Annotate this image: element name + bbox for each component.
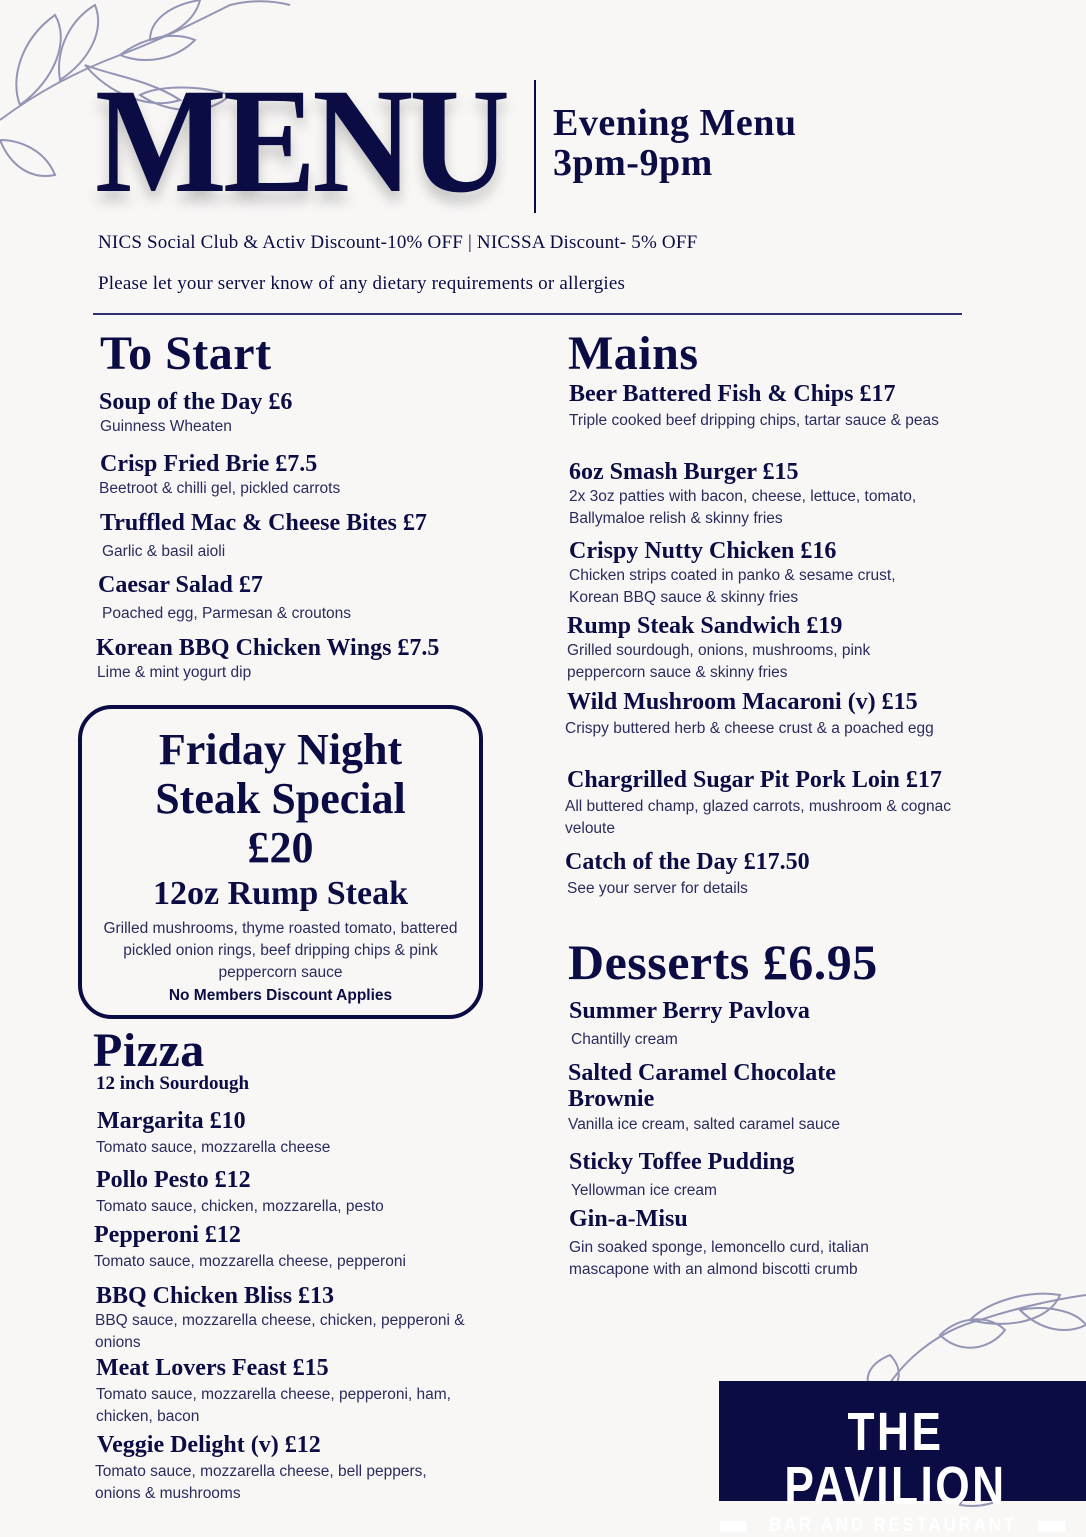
menu-item — [569, 1148, 949, 1202]
menu-item — [567, 688, 952, 740]
menu-item — [100, 509, 427, 563]
menu-item — [98, 571, 351, 625]
item-name: Korean BBQ Chicken Wings £7.5 — [96, 635, 440, 661]
item-name: Sticky Toffee Pudding — [569, 1149, 795, 1175]
menu-item — [96, 1282, 476, 1354]
menu-item — [96, 1354, 476, 1428]
pizza-subheading: 12 inch Sourdough — [96, 1073, 250, 1094]
menu-item — [97, 1107, 330, 1159]
header-rule — [93, 313, 962, 315]
item-desc: Tomato sauce, mozzarella cheese — [96, 1139, 331, 1156]
item-desc: Tomato sauce, chicken, mozzarella, pesto — [96, 1198, 384, 1215]
steak-special-box — [78, 705, 483, 1019]
item-name: Truffled Mac & Cheese Bites £7 — [100, 510, 427, 536]
item-name: Pepperoni £12 — [94, 1222, 241, 1248]
item-name: Meat Lovers Feast £15 — [96, 1355, 329, 1381]
menu-item — [96, 1166, 384, 1218]
item-name: Chargrilled Sugar Pit Pork Loin £17 — [567, 767, 942, 793]
menu-item — [569, 997, 949, 1051]
item-desc: Gin soaked sponge, lemoncello curd, italian mascapone with an almond biscotti crumb — [569, 1239, 869, 1278]
menu-item — [97, 1431, 467, 1505]
item-name: Caesar Salad £7 — [98, 572, 263, 598]
item-desc: Tomato sauce, mozzarella cheese, pepperoni, ham, chicken, bacon — [96, 1386, 451, 1425]
item-name: BBQ Chicken Bliss £13 — [96, 1283, 335, 1309]
item-desc: Tomato sauce, mozzarella cheese, bell peppers, onions & mushrooms — [95, 1463, 427, 1502]
discount-info: NICS Social Club & Activ Discount-10% OFF | NICSSA Discount- 5% OFF — [98, 232, 698, 253]
brand-name: THE PAVILION — [784, 1402, 1007, 1516]
special-title-line2: Steak Special — [155, 774, 406, 823]
brand-tagline: BAR AND RESTAURANT — [768, 1515, 1017, 1536]
item-name: 6oz Smash Burger £15 — [569, 459, 799, 485]
menu-item — [567, 612, 907, 684]
pizza-heading: Pizza — [93, 1024, 205, 1077]
item-name: Crisp Fried Brie £7.5 — [100, 451, 318, 477]
menu-item — [567, 766, 952, 840]
header-divider — [534, 80, 536, 213]
menu-item — [569, 537, 929, 609]
special-price: £20 — [247, 823, 314, 872]
menu-item — [99, 388, 292, 438]
item-name: Salted Caramel Chocolate Brownie — [568, 1060, 836, 1112]
item-desc: Crispy buttered herb & cheese crust & a poached egg — [565, 720, 934, 737]
item-name: Crispy Nutty Chicken £16 — [569, 538, 837, 564]
brand-bar-right — [1038, 1521, 1065, 1532]
item-name: Soup of the Day £6 — [99, 389, 293, 415]
item-name: Summer Berry Pavlova — [569, 998, 810, 1024]
item-desc: Lime & mint yogurt dip — [97, 664, 252, 681]
menu-item — [569, 458, 959, 530]
item-desc: All buttered champ, glazed carrots, mushroom & cognac veloute — [565, 798, 951, 837]
desserts-heading: Desserts £6.95 — [568, 934, 878, 990]
menu-item — [569, 1205, 899, 1281]
hours-label: 3pm-9pm — [553, 142, 713, 184]
item-desc: Beetroot & chilli gel, pickled carrots — [99, 480, 341, 497]
special-subtitle: 12oz Rump Steak — [152, 875, 409, 912]
item-name: Veggie Delight (v) £12 — [97, 1432, 321, 1458]
item-desc: Garlic & basil aioli — [102, 543, 226, 560]
item-name: Gin-a-Misu — [569, 1206, 688, 1232]
item-desc: Poached egg, Parmesan & croutons — [102, 605, 352, 622]
evening-menu-label: Evening Menu — [553, 102, 797, 144]
menu-title: MENU — [95, 58, 507, 224]
item-desc: 2x 3oz patties with bacon, cheese, lettuce, tomato, Ballymaloe relish & skinny fries — [569, 488, 917, 527]
item-name: Wild Mushroom Macaroni (v) £15 — [567, 689, 918, 715]
item-desc: Triple cooked beef dripping chips, tartar sauce & peas — [569, 412, 939, 429]
item-desc: See your server for details — [567, 880, 748, 897]
starters-heading: To Start — [100, 327, 272, 380]
special-title — [82, 725, 479, 872]
menu-item — [568, 1060, 868, 1136]
brand-logo — [719, 1381, 1086, 1536]
special-desc: Grilled mushrooms, thyme roasted tomato, battered pickled onion rings, beef dripping chips & pink peppercorn sauce — [103, 920, 458, 981]
item-desc: Yellowman ice cream — [571, 1182, 717, 1199]
menu-item — [100, 450, 340, 500]
menu-item — [94, 1221, 406, 1273]
brand-bar-left — [720, 1521, 747, 1532]
item-desc: Guinness Wheaten — [100, 418, 232, 435]
item-name: Pollo Pesto £12 — [96, 1167, 251, 1193]
item-name: Beer Battered Fish & Chips £17 — [569, 381, 896, 407]
mains-heading: Mains — [568, 327, 699, 380]
menu-item — [569, 380, 949, 432]
item-desc: Chicken strips coated in panko & sesame crust, Korean BBQ sauce & skinny fries — [569, 567, 896, 606]
menu-item — [565, 848, 945, 900]
menu-item — [96, 634, 439, 684]
item-desc: Chantilly cream — [571, 1031, 678, 1048]
item-desc: BBQ sauce, mozzarella cheese, chicken, pepperoni & onions — [95, 1312, 465, 1351]
item-name: Catch of the Day £17.50 — [565, 849, 810, 875]
item-name: Margarita £10 — [97, 1108, 246, 1134]
item-desc: Grilled sourdough, onions, mushrooms, pink peppercorn sauce & skinny fries — [567, 642, 871, 681]
item-desc: Vanilla ice cream, salted caramel sauce — [568, 1116, 840, 1133]
item-name: Rump Steak Sandwich £19 — [567, 613, 843, 639]
special-title-line1: Friday Night — [158, 725, 403, 774]
allergy-notice: Please let your server know of any dietary requirements or allergies — [98, 273, 626, 294]
item-desc: Tomato sauce, mozzarella cheese, pepperoni — [94, 1253, 406, 1270]
special-note: No Members Discount Applies — [168, 987, 393, 1004]
brand-tagline-row — [699, 1515, 1086, 1537]
evening-menu-hours — [553, 103, 797, 183]
